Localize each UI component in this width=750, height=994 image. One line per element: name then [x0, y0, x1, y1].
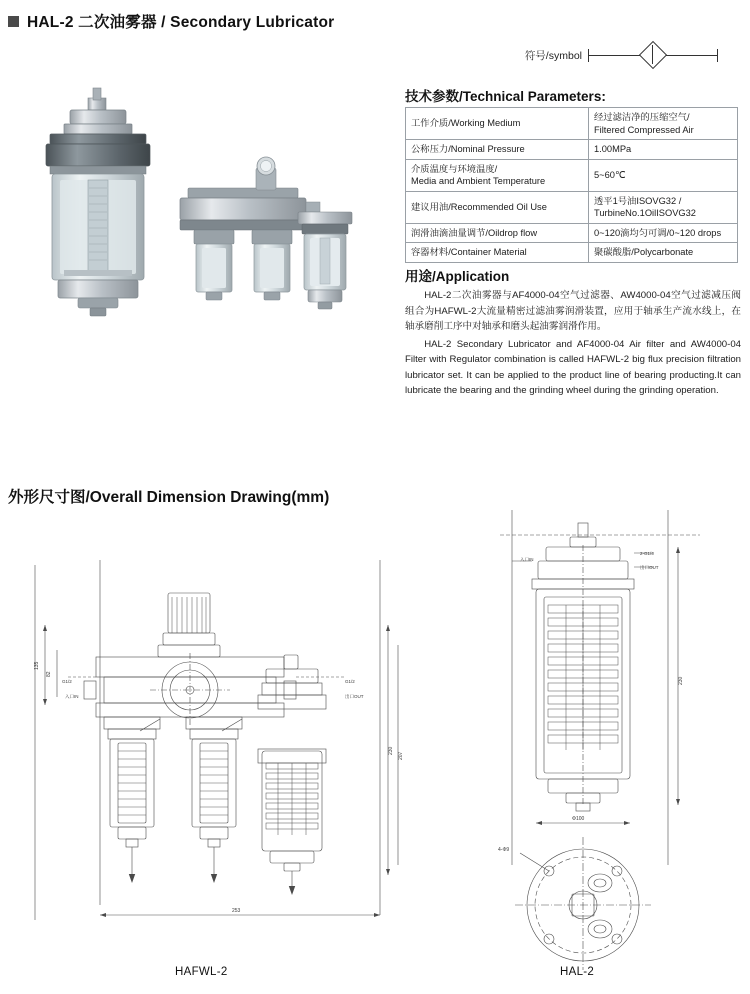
svg-text:G1/2: G1/2 [345, 679, 355, 684]
svg-text:230: 230 [388, 746, 394, 755]
param-value: 5~60℃ [589, 159, 738, 191]
table-row [406, 191, 738, 223]
hal2-front-view [500, 510, 700, 865]
param-value: 1.00MPa [589, 140, 738, 160]
svg-text:Φ100: Φ100 [572, 816, 585, 822]
param-value-line2: Filtered Compressed Air [594, 124, 694, 135]
hafwl-drawing [34, 560, 404, 920]
param-key-line1: 介质温度与环境温度/ [411, 163, 498, 174]
param-value [589, 191, 738, 223]
param-key: 建议用油/Recommended Oil Use [406, 191, 589, 223]
param-value: 聚碳酸脂/Polycarbonate [589, 243, 738, 263]
symbol-label: 符号/symbol [524, 49, 582, 62]
application-paragraph-cn: HAL-2二次油雾器与AF4000-04空气过滤器、AW4000-04空气过滤减压阀组合为HAFWL-2大流量精密过滤油雾润滑装置，应用于轴承生产流水线上，在轴承磨削工序中对轴承和磨头起油雾润滑作用。 [405, 290, 741, 333]
param-value: 0~120滴均匀可调/0~120 drops [589, 223, 738, 243]
param-key [406, 159, 589, 191]
param-key: 润滑油滴油量调节/Oildrop flow [406, 223, 589, 243]
table-row [406, 223, 738, 243]
svg-text:出口OUT: 出口OUT [640, 565, 659, 570]
symbol-row [525, 42, 738, 68]
param-key: 公称压力/Nominal Pressure [406, 140, 589, 160]
application-body [405, 288, 741, 401]
caption-hafwl2: HAFWL-2 [175, 966, 228, 978]
svg-text:2-G1/4: 2-G1/4 [640, 551, 654, 556]
square-bullet-icon [8, 16, 19, 27]
param-value-line2: TurbineNo.1OilISOVG32 [594, 208, 696, 219]
lubricator-symbol-icon [588, 42, 738, 68]
product-photo [20, 80, 390, 330]
table-row [406, 108, 738, 140]
technical-parameters-title: 技术参数/Technical Parameters: [405, 89, 606, 104]
technical-parameters-table [405, 107, 738, 263]
table-row [406, 243, 738, 263]
param-value-line1: 透平1号油ISOVG32 / [594, 195, 682, 206]
svg-text:出口OUT: 出口OUT [345, 694, 364, 699]
page-header [8, 10, 334, 32]
table-row [406, 140, 738, 160]
param-key: 容器材料/Container Material [406, 243, 589, 263]
svg-text:253: 253 [232, 908, 241, 914]
page-title: HAL-2 二次油雾器 / Secondary Lubricator [27, 14, 335, 31]
dimension-drawing-title: 外形尺寸图/Overall Dimension Drawing(mm) [8, 489, 330, 506]
caption-hal2: HAL-2 [560, 966, 595, 978]
svg-text:135: 135 [34, 661, 40, 670]
dimension-drawing-area [0, 505, 750, 970]
param-key: 工作介质/Working Medium [406, 108, 589, 140]
param-value [589, 108, 738, 140]
svg-text:G1/2: G1/2 [62, 679, 72, 684]
svg-text:入口IN: 入口IN [65, 694, 79, 699]
param-value-line1: 经过滤洁净的压缩空气/ [594, 112, 690, 122]
hal2-bottom-view [498, 837, 651, 970]
svg-text:230: 230 [678, 676, 684, 685]
application-title: 用途/Application [405, 269, 510, 284]
svg-text:207: 207 [398, 751, 404, 760]
application-paragraph-en: HAL-2 Secondary Lubricator and AF4000-04 Air filter and AW4000-04 Filter with Regulator combination is called HAFWL-2 big flux precision filtration lubricator set. It can be applied to the product line of bearing producting.It can lubricate the bearing and the grinding wheel during the grinding operation. [405, 338, 741, 397]
svg-text:入口IN: 入口IN [520, 557, 534, 562]
table-row [406, 159, 738, 191]
param-key-line2: Media and Ambient Temperature [411, 176, 546, 187]
svg-text:4-Φ9: 4-Φ9 [498, 847, 510, 853]
svg-text:82: 82 [46, 671, 52, 677]
